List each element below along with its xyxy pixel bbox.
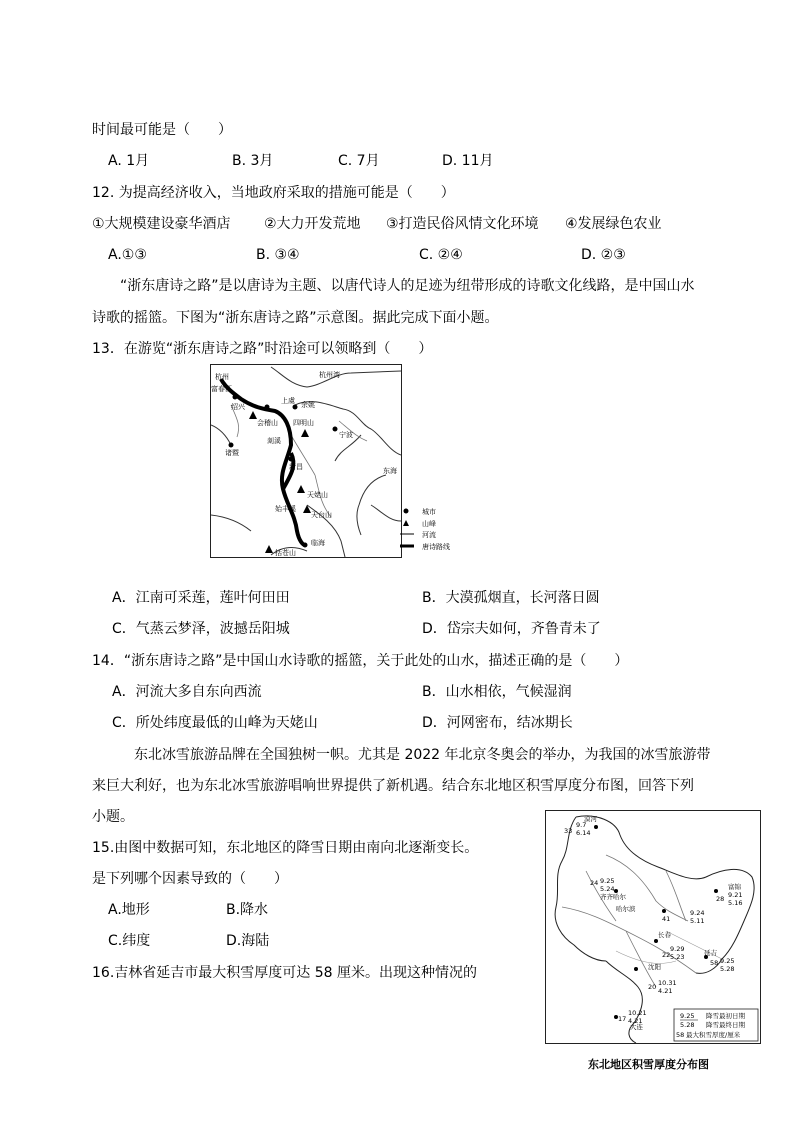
map1-label: 新昌 — [289, 463, 303, 471]
legend-river: 河流 — [422, 531, 436, 539]
q13-option-d: D．岱宗夫如何，齐鲁青未了 — [422, 621, 601, 637]
q12-option-d: D. ②③ — [581, 247, 626, 263]
q11-option-a: A. 1月 — [108, 153, 150, 169]
station-first: 9.29 — [670, 945, 685, 953]
map1-label: 上虞 — [281, 397, 295, 405]
map1-label: 绍兴 — [231, 403, 245, 411]
question-fragment: 时间最可能是（ ） — [92, 122, 232, 138]
map1-label: 富春江 — [211, 385, 232, 393]
q12-option-b: B. ③④ — [256, 247, 300, 263]
station-depth: 58 — [710, 959, 719, 967]
legend-route: 唐诗路线 — [422, 543, 450, 551]
map1-label: 杭州湾 — [319, 371, 340, 379]
station-first: 9.7 — [576, 821, 587, 829]
station-depth: 20 — [648, 983, 657, 991]
station-name: 沈阳 — [648, 963, 661, 971]
q12-option-c: C. ②④ — [419, 247, 463, 263]
q12-item-1: ①大规模建设豪华酒店 — [92, 216, 231, 232]
q11-option-c: C. 7月 — [338, 153, 380, 169]
station-first: 10.21 — [628, 1009, 647, 1017]
q14-option-c: C．所处纬度最低的山峰为天姥山 — [112, 715, 318, 731]
q13-stem: 13．在游览“浙东唐诗之路”时沿途可以领略到（ ） — [92, 341, 433, 357]
zhedong-route-map — [210, 364, 402, 558]
passage-2-line-1: 东北冰雪旅游品牌在全国独树一帜。尤其是 2022 年北京冬奥会的举办，为我国的冰雪旅游带 — [134, 747, 711, 763]
q14-option-b: B．山水相依，气候湿润 — [422, 684, 572, 700]
station-first: 9.24 — [690, 909, 705, 917]
station-last: 4.21 — [628, 1017, 643, 1025]
station-depth: 41 — [662, 915, 671, 923]
q14-stem: 14．“浙东唐诗之路”是中国山水诗歌的摇篮，关于此处的山水，描述正确的是（ ） — [92, 653, 629, 669]
map1-label: 临海 — [311, 539, 325, 547]
q15-stem-1: 15.由图中数据可知，东北地区的降雪日期由南向北逐渐变长。 — [92, 840, 479, 856]
q14-option-d: D．河网密布，结冰期长 — [422, 715, 573, 731]
station-depth: 24 — [590, 879, 599, 887]
station-last: 5.16 — [728, 899, 743, 907]
map2-caption: 东北地区积雪厚度分布图 — [588, 1058, 709, 1071]
legend-last-label: 降雪最终日期 — [706, 1021, 745, 1029]
map1-label: 天台山 — [311, 511, 332, 519]
northeast-snow-map — [545, 810, 761, 1044]
map1-legend — [400, 505, 470, 557]
passage-2-line-3: 小题。 — [92, 809, 134, 825]
q13-option-a: A．江南可采莲，莲叶何田田 — [112, 590, 290, 606]
station-depth: 28 — [716, 895, 725, 903]
q11-option-b: B. 3月 — [232, 153, 274, 169]
legend-city: 城市 — [422, 508, 436, 516]
q15-option-c: C.纬度 — [108, 933, 151, 949]
station-last: 5.28 — [720, 965, 735, 973]
q15-option-a: A.地形 — [108, 902, 150, 918]
map1-label: 剡溪 — [267, 437, 281, 445]
map1-label: 杭州 — [215, 373, 229, 381]
station-last: 4.21 — [658, 987, 673, 995]
map1-label: 宁波 — [339, 431, 353, 439]
q16-stem: 16.吉林省延吉市最大积雪厚度可达 58 厘米。出现这种情况的 — [92, 965, 477, 981]
q14-option-a: A．河流大多自东向西流 — [112, 684, 262, 700]
map1-label: 始丰溪 — [275, 505, 296, 513]
map1-label: 四明山 — [293, 419, 314, 427]
q13-option-b: B．大漠孤烟直，长河落日圆 — [422, 590, 600, 606]
passage-1-line-2: 诗歌的摇篮。下图为“浙东唐诗之路”示意图。据此完成下面小题。 — [92, 310, 499, 326]
map1-label: 天姥山 — [307, 491, 328, 499]
q15-option-b: B.降水 — [226, 902, 269, 918]
station-first: 10.31 — [658, 979, 677, 987]
station-name: 哈尔滨 — [616, 905, 636, 913]
map1-label: 余姚 — [301, 401, 315, 409]
map1-label: 诸暨 — [225, 449, 239, 457]
legend-depth-label: 最大积雪厚度/厘米 — [686, 1031, 741, 1039]
station-name: 漠河 — [584, 815, 597, 823]
station-last: 6.14 — [576, 829, 591, 837]
passage-1-line-1: “浙东唐诗之路”是以唐诗为主题、以唐代诗人的足迹为纽带形成的诗歌文化线路，是中国山水 — [120, 278, 695, 294]
station-name: 长春 — [658, 931, 671, 939]
station-first: 9.25 — [600, 877, 615, 885]
q12-option-a: A.①③ — [108, 247, 147, 263]
station-first: 9.25 — [720, 957, 735, 965]
q12-item-4: ④发展绿色农业 — [565, 216, 662, 232]
station-last: 5.23 — [670, 953, 685, 961]
q12-item-2: ②大力开发荒地 — [264, 216, 361, 232]
station-name: 富锦 — [728, 883, 741, 891]
station-name: 齐齐哈尔 — [600, 893, 626, 901]
station-name: 大连 — [630, 1023, 643, 1031]
map1-label: 括苍山 — [275, 549, 296, 557]
station-depth: 33 — [564, 827, 573, 835]
legend-sample-first: 9.25 — [680, 1012, 695, 1020]
passage-2-line-2: 来巨大利好，也为东北冰雪旅游唱响世界提供了新机遇。结合东北地区积雪厚度分布图，回答下列 — [92, 778, 694, 794]
station-last: 5.24 — [600, 885, 615, 893]
q13-option-c: C．气蒸云梦泽，波撼岳阳城 — [112, 621, 290, 637]
q11-option-d: D. 11月 — [442, 153, 494, 169]
legend-sample-depth: 58 — [676, 1031, 685, 1039]
q12-item-3: ③打造民俗风情文化环境 — [386, 216, 539, 232]
station-depth: 22 — [662, 951, 671, 959]
station-last: 5.11 — [690, 917, 705, 925]
q15-option-d: D.海陆 — [226, 933, 270, 949]
map1-label: 东海 — [383, 467, 397, 475]
station-name: 延吉 — [704, 949, 717, 957]
map1-label: 会稽山 — [257, 419, 278, 427]
legend-peak: 山峰 — [422, 520, 436, 528]
legend-sample-last: 5.28 — [680, 1021, 695, 1029]
q12-stem: 12. 为提高经济收入，当地政府采取的措施可能是（ ） — [92, 185, 455, 201]
station-first: 9.21 — [728, 891, 743, 899]
q15-stem-2: 是下列哪个因素导致的（ ） — [92, 871, 288, 887]
station-depth: 17 — [618, 1015, 627, 1023]
legend-first-label: 降雪最初日期 — [706, 1012, 745, 1020]
